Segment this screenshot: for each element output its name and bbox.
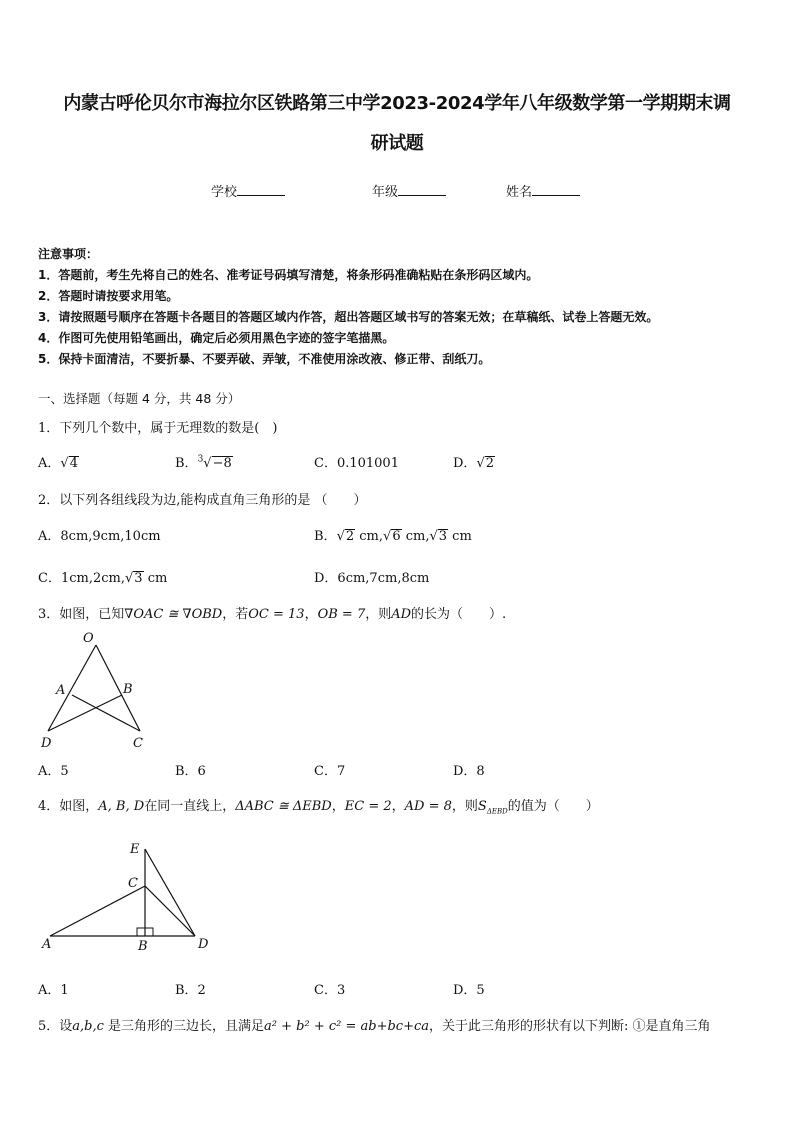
q1-b-label: B． (175, 456, 198, 471)
label-D: D (198, 937, 209, 952)
q3-stem-post: 的长为（ ）. (411, 607, 507, 622)
q4-stem-post: 的值为（ ） (507, 799, 599, 814)
q3-cond1: OC = 13 (248, 607, 305, 622)
q4-cond1: EC = 2 (344, 799, 392, 814)
q4-figure (38, 835, 218, 955)
question-5-stem (38, 1015, 711, 1034)
question-2-stem: 2．以下列各组线段为边,能构成直角三角形的是 （ ） (38, 493, 367, 508)
q4-option-b[interactable]: B．2 (175, 983, 206, 998)
q4-stem-mid2: ，则 (451, 799, 478, 814)
notes-heading: 注意事项： (38, 247, 99, 261)
q3-stem-pre: 3．如图，已知 (38, 607, 125, 622)
exam-title-line1: 内蒙古呼伦贝尔市海拉尔区铁路第三中学2023-2024学年八年级数学第一学期期末调 (63, 93, 731, 114)
q2-c-label: C．1cm,2cm, (38, 571, 125, 586)
q4-stem-pre: 4．如图， (38, 799, 99, 814)
q4-cond2: AD = 8 (404, 799, 452, 814)
name-label: 姓名 (506, 185, 533, 200)
q3-stem-mid1: ，若 (222, 607, 249, 622)
note-item: 1．答题前，考生先将自己的姓名、准考证号码填写清楚，将条形码准确粘贴在条形码区域内。 (38, 268, 539, 282)
q5-vars: a,b,c (72, 1019, 104, 1034)
exam-title-line2: 研试题 (370, 133, 424, 154)
question-4-stem (38, 795, 599, 816)
segment-OC (96, 645, 140, 731)
q2-option-d[interactable]: D．6cm,7cm,8cm (314, 571, 430, 586)
q3-option-c[interactable]: C．7 (314, 764, 346, 779)
q2-b-radicand-1: 2 (345, 529, 355, 544)
segment-DB (48, 695, 122, 731)
q2-b-unit-3: cm (448, 529, 472, 544)
q3-cond2: OB = 7 (317, 607, 366, 622)
name-blank[interactable] (532, 183, 580, 196)
label-O: O (83, 631, 94, 646)
label-B: B (138, 939, 148, 954)
label-D: D (41, 736, 52, 751)
grade-blank[interactable] (398, 183, 446, 196)
q3-option-a[interactable]: A．5 (38, 764, 69, 779)
q3-option-d[interactable]: D．8 (453, 764, 485, 779)
q2-c-radicand: 3 (134, 571, 143, 586)
q5-stem-post: ，关于此三角形的形状有以下判断: ①是直角三角 (429, 1019, 711, 1034)
q4-area: S (477, 799, 487, 814)
q1-b-root-index: 3 (197, 454, 204, 465)
q5-stem-pre: 5．设 (38, 1019, 73, 1034)
sqrt-symbol: √ (476, 456, 485, 471)
sqrt-symbol: √ (383, 529, 392, 544)
school-blank[interactable] (237, 183, 285, 196)
q5-equation: a² + b² + c² = ab+bc+ca (264, 1019, 429, 1034)
sqrt-symbol: √ (60, 456, 69, 471)
q4-sep: ， (331, 799, 345, 814)
q1-option-b[interactable] (175, 452, 233, 471)
q4-option-d[interactable]: D．5 (453, 983, 485, 998)
q1-d-label: D． (453, 456, 477, 471)
sqrt-symbol: √ (429, 529, 438, 544)
q2-b-radicand-3: 3 (438, 529, 448, 544)
segment-ED (145, 849, 195, 936)
q3-option-b[interactable]: B．6 (175, 764, 206, 779)
q3-figure (30, 625, 160, 755)
notes-section (38, 244, 658, 370)
label-E: E (130, 842, 140, 857)
q2-option-c[interactable] (38, 567, 167, 586)
sqrt-symbol: √ (336, 529, 345, 544)
q1-a-radicand: 4 (69, 456, 78, 471)
segment-CA (72, 695, 140, 731)
section-heading: 一、选择题（每题 4 分，共 48 分） (38, 391, 241, 406)
q1-option-c[interactable]: C．0.101001 (314, 456, 399, 471)
label-B: B (123, 682, 133, 697)
q2-b-unit-2: cm, (401, 529, 430, 544)
note-item: 4．作图可先使用铅笔画出，确定后必须用黑色字迹的签字笔描黑。 (38, 331, 395, 345)
q1-option-a[interactable] (38, 452, 79, 471)
q3-target: AD (391, 607, 412, 622)
q5-stem-mid: 是三角形的三边长，且满足 (103, 1019, 265, 1034)
note-item: 5．保持卡面清洁，不要折暴、不要弄破、弄皱，不准使用涂改液、修正带、刮纸刀。 (38, 352, 491, 366)
q4-area-sub: ΔEBD (486, 807, 508, 816)
q2-b-radicand-2: 6 (392, 529, 401, 544)
note-item: 3．请按照题号顺序在答题卡各题目的答题区域内作答，超出答题区域书写的答案无效；在草稿纸、试卷上答题无效。 (38, 310, 659, 324)
q2-b-unit-1: cm, (355, 529, 384, 544)
label-C: C (128, 876, 138, 891)
q3-sep: ， (304, 607, 318, 622)
sqrt-symbol: √ (203, 456, 212, 471)
school-label: 学校 (211, 185, 238, 200)
note-item: 2．答题时请按要求用笔。 (38, 289, 179, 303)
q4-points: A, B, D (98, 799, 145, 814)
q4-option-a[interactable]: A．1 (38, 983, 69, 998)
q2-option-a[interactable]: A．8cm,9cm,10cm (38, 529, 161, 544)
grade-field[interactable] (372, 181, 446, 200)
q2-c-unit: cm (143, 571, 168, 586)
question-3-stem (38, 603, 506, 622)
q1-b-radicand: −8 (212, 456, 232, 471)
grade-label: 年级 (372, 185, 399, 200)
segment-AC (50, 886, 145, 936)
q4-option-c[interactable]: C．3 (314, 983, 346, 998)
label-A: A (56, 683, 66, 698)
q1-option-d[interactable] (453, 452, 495, 471)
q1-a-label: A． (38, 456, 61, 471)
q1-d-radicand: 2 (485, 456, 495, 471)
q2-option-b[interactable] (314, 525, 472, 544)
q2-b-label: B． (314, 529, 337, 544)
label-C: C (133, 736, 143, 751)
question-1-stem: 1．下列几个数中，属于无理数的数是( ) (38, 421, 278, 436)
q4-stem-mid1: 在同一直线上， (144, 799, 236, 814)
q4-sep2: ， (391, 799, 405, 814)
q3-congruence: ∇OAC ≅ ∇OBD (124, 607, 223, 622)
q4-congruence: ΔABC ≅ ΔEBD (235, 799, 332, 814)
label-A: A (42, 937, 52, 952)
name-field[interactable] (506, 181, 580, 200)
school-field[interactable] (211, 181, 285, 200)
sqrt-symbol: √ (124, 571, 134, 586)
q3-stem-mid2: ，则 (365, 607, 392, 622)
